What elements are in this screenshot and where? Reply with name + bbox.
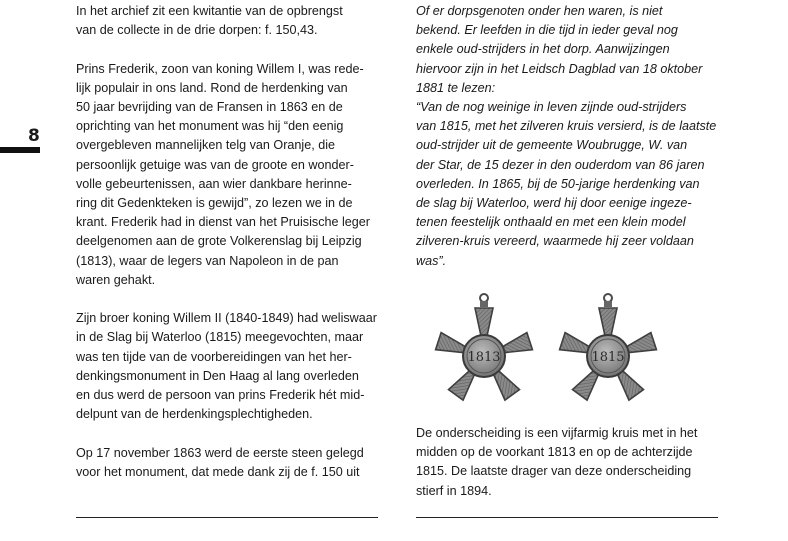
medals-illustration [430, 292, 660, 416]
page-marker-bar [0, 147, 40, 153]
medals-photo [430, 292, 660, 416]
page-number: 8 [28, 126, 40, 146]
footer-rule-right [416, 517, 718, 518]
left-column [76, 2, 382, 482]
footer-rule-left [76, 517, 378, 518]
paragraph-eerste-steen: Op 17 november 1863 werd de eerste steen gelegd voor het monument, dat mede dank zij de f. 150 uit [76, 445, 364, 479]
medal-1813-year: 1813 [467, 350, 501, 365]
medal-1815-year: 1815 [591, 350, 625, 365]
paragraph-willem-ii: Zijn broer koning Willem II (1840-1849) had weliswaar in de Slag bij Waterloo (1815) meegevochten, maar was ten tijde van de voorbereidingen van het her- denkingsmonument in Den Haag al lang overleden en dus werd de persoon van prins Frederik hét mid- delpunt van de herdenkingsplechtigheden. [76, 311, 377, 422]
medal-1815 [560, 294, 657, 400]
medal-caption: De onderscheiding is een vijfarmig kruis met in het midden op de voorkant 1813 en op de achterzijde 1815. De laatste drager van deze onderscheiding stierf in 1894. [416, 426, 698, 498]
paragraph-prins-frederik: Prins Frederik, zoon van koning Willem I, was rede- lijk populair in ons land. Rond de herdenking van 50 jaar bevrijding van de Fransen in 1863 en de oprichting van het monument was hij “den eenig overgebleven mannelijken telg van Oranje, die persoonlijk getuige was van de groote en wonder- volle gebeurtenissen, aan wier dankbare herinne- ring dit Gedenkteken is gewijd”, zo lezen we in de krant. Frederik had in dienst van het Pruisische leger deelgenomen aan de grote Volkerenslag bij Leipzig (1813), waar de legers van Napoleon in de pan waren gehakt. [76, 61, 371, 287]
paragraph-collecte: In het archief zit een kwitantie van de opbrengst van de collecte in de drie dorpen: f. 150,43. [76, 4, 343, 38]
right-column [416, 2, 720, 271]
paragraph-oud-strijders-quote: Of er dorpsgenoten onder hen waren, is niet bekend. Er leefden in die tijd in ieder geval nog enkele oud-strijders in het dorp. Aanwijzingen hiervoor zijn in het Leidsch Dagblad van 18 oktober 1881 te lezen: “Van de nog weinige in leven zijnde oud-strijders van 1815, met het zilveren kruis versierd, is de laatste oud-strijder uit de gemeente Woubrugge, W. van der Star, de 15 dezer in den ouderdom van 86 jaren overleden. In 1865, bij de 50-jarige herdenking van de slag bij Waterloo, werd hij door eenige ingeze- tenen feestelijk onthaald en met een klein model zilveren-kruis vereerd, waarmede hij zeer voldaan was”. [416, 4, 717, 268]
medal-1813 [436, 294, 533, 400]
right-column-caption [416, 424, 720, 501]
